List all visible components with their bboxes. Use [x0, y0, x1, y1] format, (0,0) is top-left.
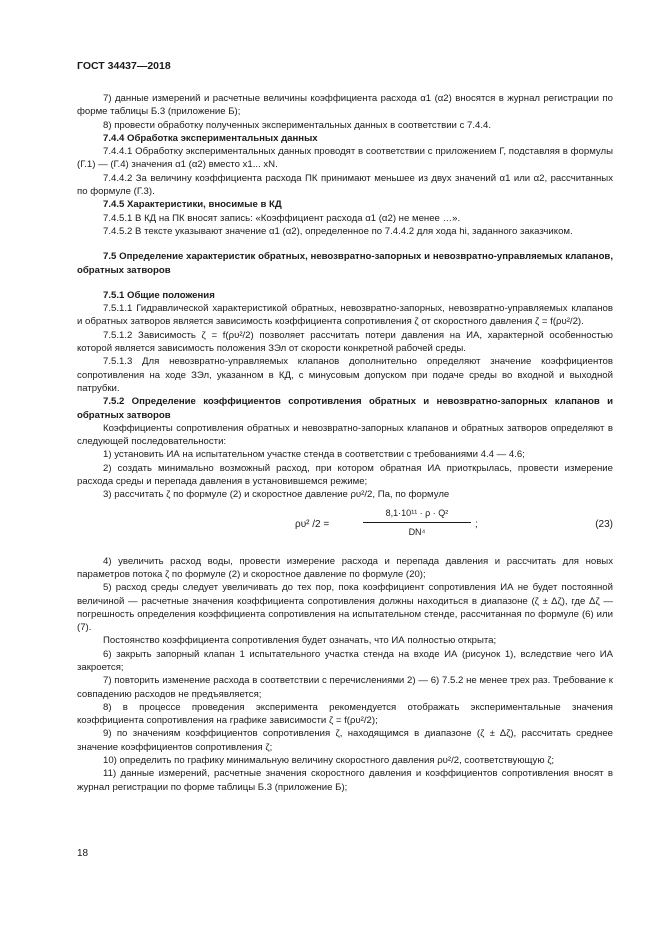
paragraph: 4) увеличить расход воды, провести измерение расхода и перепада давления и рассчитать для новых параметров потока ζ по формуле (2) и скоростное давление по формуле (20);	[77, 555, 613, 580]
paragraph: 7.5.1.2 Зависимость ζ = f(ρυ²/2) позволяет рассчитать потери давления на ИА, характерной особенностью которой является зависимость положения ЗЭл от скорости конкретной рабочей среды.	[77, 329, 613, 355]
paragraph: 7.4.5.1 В КД на ПК вносят запись: «Коэффициент расхода α1 (α2) не менее …».	[103, 212, 461, 224]
spacer	[77, 277, 613, 289]
formula-number: (23)	[595, 518, 613, 530]
paragraph: 5) расход среды следует увеличивать до тех пор, пока коэффициент сопротивления ИА не будет постоянной величиной — расчетные значения коэффициента сопротивления должны находиться в диапазоне (ζ ± Δζ), где Δζ — погрешность определения коэффициента сопротивления на испытательном стенде, рассчитанная по формуле (6) или (7).	[77, 582, 613, 634]
paragraph: Коэффициенты сопротивления обратных и невозвратно-запорных клапанов и обратных затворов определяют в следующей последовательности:	[77, 422, 613, 448]
formula-numerator: 8,1·10¹¹ · ρ · Q²	[363, 507, 471, 523]
section-heading: 7.5.1 Общие положения	[103, 289, 215, 301]
paragraphs-after-formula	[77, 555, 613, 794]
formula-23	[77, 505, 613, 549]
formula-lhs: ρυ² /2 =	[295, 518, 330, 530]
paragraph: 8) в процессе проведения эксперимента рекомендуется отображать экспериментальные значения коэффициента сопротивления на графике зависимости ζ = f(ρυ²/2);	[77, 701, 613, 727]
paragraph: 9) по значениям коэффициентов сопротивления ζ, находящимся в диапазоне (ζ ± Δζ), рассчитать среднее значение коэффициентов сопротивления ζ;	[77, 728, 613, 753]
paragraph: 7.4.4.1 Обработку экспериментальных данных проводят в соответствии с приложением Г, подставляя в формулы (Г.1) — (Г.4) значения α1 (α2) вместо x1... xN.	[77, 146, 613, 171]
paragraph: 10) определить по графику минимальную величину скоростного давления ρυ²/2, соответствующую ζ;	[103, 755, 555, 767]
page-number: 18	[77, 848, 89, 859]
paragraph: 3) рассчитать ζ по формуле (2) и скоростное давление ρυ²/2, Па, по формуле	[103, 489, 450, 501]
formula-denominator: DN⁴	[408, 526, 426, 537]
formula-tail: ;	[475, 518, 478, 530]
paragraph: 7.4.5.2 В тексте указывают значение α1 (α2), определенное по 7.4.4.2 для хода hi, заданного заказчиком.	[103, 225, 573, 237]
section-heading: 7.4.5 Характеристики, вносимые в КД	[103, 199, 282, 211]
formula-fraction	[363, 507, 471, 540]
paragraphs-before-formula	[77, 92, 613, 502]
paragraph: Постоянство коэффициента сопротивления будет означать, что ИА полностью открыта;	[103, 635, 497, 647]
section-heading: 7.4.4 Обработка экспериментальных данных	[103, 132, 318, 144]
section-heading: 7.5 Определение характеристик обратных, невозвратно-запорных и невозвратно-управляемых клапанов, обратных затворов	[77, 251, 613, 276]
document-body	[77, 92, 613, 794]
paragraph: 2) создать минимально возможный расход, при котором обратная ИА приоткрылась, провести измерение расхода среды и перепада давления в установившемся режиме;	[77, 462, 613, 488]
standard-header: ГОСТ 34437—2018	[77, 60, 171, 72]
paragraph: 7) данные измерений и расчетные величины коэффициента расхода α1 (α2) вносятся в журнал регистрации по форме таблицы Б.3 (приложение Б);	[77, 93, 613, 118]
section-heading: 7.5.2 Определение коэффициентов сопротивления обратных и невозвратно-запорных клапанов и обратных затворов	[77, 396, 613, 421]
paragraph: 1) установить ИА на испытательном участке стенда в соответствии с требованиями 4.4 — 4.6;	[103, 449, 525, 461]
paragraph: 11) данные измерений, расчетные значения скоростного давления и коэффициентов сопротивления вносят в журнал регистрации по форме таблицы Б.3 (приложение Б);	[77, 768, 613, 793]
paragraph: 7.4.4.2 За величину коэффициента расхода ПК принимают меньшее из двух значений α1 или α2, рассчитанных по формуле (Г.3).	[77, 172, 613, 198]
paragraph: 6) закрыть запорный клапан 1 испытательного участка стенда на входе ИА (рисунок 1), вследствие чего ИА закроется;	[77, 648, 613, 673]
paragraph: 7.5.1.3 Для невозвратно-управляемых клапанов дополнительно определяют значение коэффициентов сопротивления на ходе ЗЭл, указанном в КД, с минусовым допуском при подаче среды во входной и выходной патрубки.	[77, 356, 613, 394]
paragraph: 8) провести обработку полученных экспериментальных данных в соответствии с 7.4.4.	[103, 119, 492, 131]
paragraph: 7.5.1.1 Гидравлической характеристикой обратных, невозвратно-запорных, невозвратно-управляемых клапанов и обратных затворов является зависимость коэффициента сопротивления ζ от скоростного давления ζ = f(ρυ²/2).	[77, 303, 613, 328]
spacer	[77, 238, 613, 250]
paragraph: 7) повторить изменение расхода в соответствии с перечислениями 2) — 6) 7.5.2 не менее трех раз. Требование к совпадению расходов не предъявляется;	[77, 675, 613, 700]
